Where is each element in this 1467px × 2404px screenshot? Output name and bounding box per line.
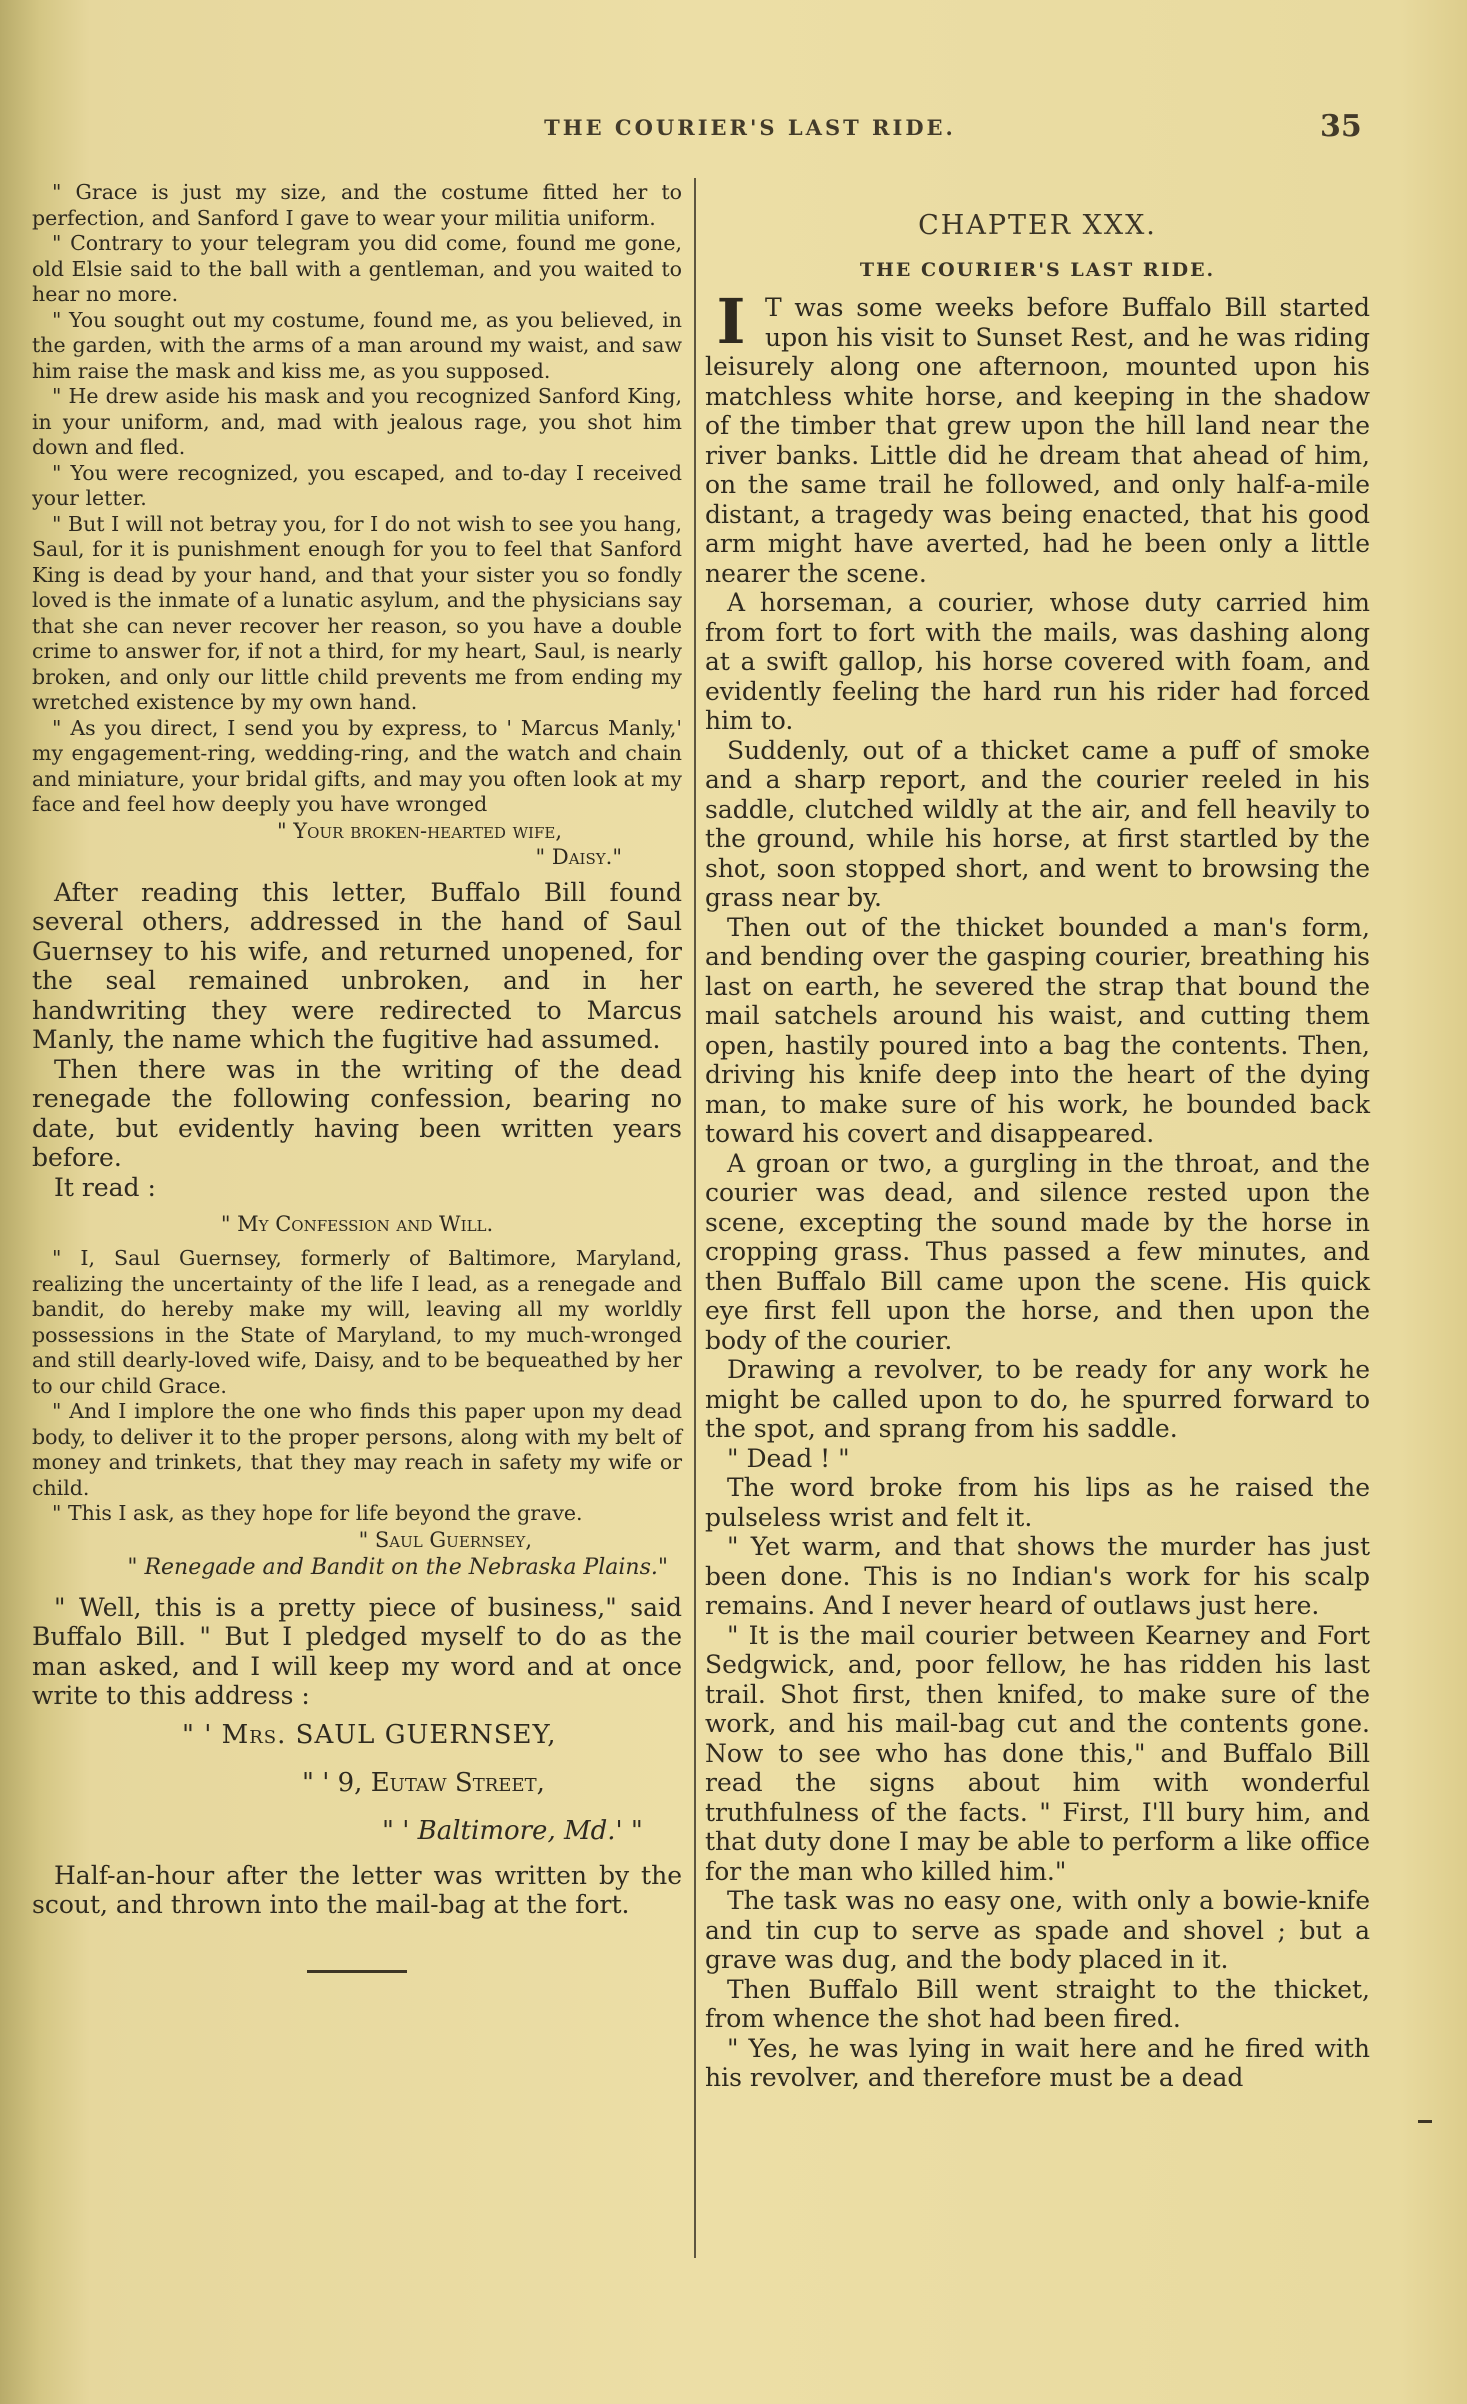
confession-signature-title: " Renegade and Bandit on the Nebraska Plains." — [127, 1554, 668, 1580]
running-title: THE COURIER'S LAST RIDE. — [544, 115, 956, 140]
narrative-paragraph: Then there was in the writing of the dead renegade the following confession, bearing no date, but evidently having been written years before. — [32, 1054, 682, 1172]
letter-paragraph: " Grace is just my size, and the costume fitted her to perfection, and Sanford I gave to wear your militia uniform. — [32, 180, 682, 230]
confession-paragraph: " I, Saul Guernsey, formerly of Baltimore, Maryland, realizing the uncertainty of the life I lead, as a renegade and bandit, do hereby make my will, leaving all my worldly possessions in the State of Maryland, to my much-wronged and still dearly-loved wife, Daisy, and to be bequeathed by her to our child Grace. — [32, 1246, 682, 1398]
narrative-paragraph: After reading this letter, Buffalo Bill found several others, addressed in the hand of Saul Guernsey to his wife, and returned unopened, for the seal remained unbroken, and in her handwriting they were redirected to Marcus Manly, the name which the fugitive had assumed. — [32, 877, 682, 1054]
confession-heading: " My Confession and Will. — [220, 1212, 494, 1236]
confession-paragraph: " This I ask, as they hope for life beyond the grave. — [52, 1501, 583, 1525]
narrative-block-2 — [32, 1593, 682, 1711]
chapter-paragraph: The task was no easy one, with only a bowie-knife and tin cup to serve as spade and shovel ; but a grave was dug, and the body placed in it. — [705, 1886, 1370, 1974]
letter-signature-name: " Daisy." — [535, 844, 622, 869]
address-line-name: " ' Mrs. SAUL GUERNSEY, — [182, 1719, 557, 1750]
page-header — [0, 109, 1467, 155]
confession-text — [32, 1246, 682, 1583]
narrative-paragraph: Half-an-hour after the letter was written by the scout, and thrown into the mail-bag at the fort. — [32, 1860, 682, 1919]
letter-paragraph: " Contrary to your telegram you did come, found me gone, old Elsie said to the ball with a gentleman, and you waited to hear no more. — [32, 231, 682, 306]
narrative-block-3 — [32, 1861, 682, 1920]
section-rule — [307, 1970, 407, 1973]
drop-cap: I — [716, 285, 746, 358]
chapter-title: THE COURIER'S LAST RIDE. — [859, 259, 1216, 281]
address-line-city: " ' Baltimore, Md.' " — [382, 1815, 643, 1846]
chapter-paragraph: A groan or two, a gurgling in the throat, and the courier was dead, and silence rested upon the scene, excepting the sound made by the horse in cropping grass. Thus passed a few minutes, and then Buffalo Bill came upon the scene. His quick eye first fell upon the horse, and then upon the body of the courier. — [705, 1148, 1370, 1355]
chapter-paragraph: A horseman, a courier, whose duty carried him from fort to fort with the mails, was dashing along at a swift gallop, his horse covered with foam, and evidently feeling the hard run his rider had forced him to. — [705, 588, 1370, 735]
chapter-paragraph: " It is the mail courier between Kearney and Fort Sedgwick, and, poor fellow, he has ridden his last trail. Shot first, then knifed, to make sure of the work, and his mail-bag cut and the contents gone. Now to see who has done this," and Buffalo Bill read the signs about him with wonderful truthfulness of the facts. " First, I'll bury him, and that duty done I may be able to perform a like office for the man who killed him." — [705, 1620, 1370, 1886]
right-column — [705, 180, 1370, 2093]
letter-text — [32, 180, 682, 870]
chapter-paragraph: The word broke from his lips as he raised the pulseless wrist and felt it. — [705, 1473, 1370, 1532]
address-line-street: " ' 9, Eutaw Street, — [302, 1767, 545, 1798]
letter-paragraph: " He drew aside his mask and you recognized Sanford King, in your uniform, and, mad with jealous rage, you shot him down and fled. — [32, 384, 682, 459]
left-column — [32, 180, 682, 1973]
chapter-paragraph: Then Buffalo Bill went straight to the thicket, from whence the shot had been fired. — [705, 1974, 1370, 2033]
narrative-paragraph: It read : — [54, 1172, 156, 1202]
letter-paragraph: " But I will not betray you, for I do not wish to see you hang, Saul, for it is punishment enough for you to feel that Sanford King is dead by your hand, and that your sister you so fondly loved is the inmate of a lunatic asylum, and the physicians say that she can never recover her reason, so you have a double crime to answer for, if not a third, for my heart, Saul, is nearly broken, and only our little child prevents me from ending my wretched existence by my own hand. — [32, 511, 682, 714]
letter-paragraph: " You sought out my costume, found me, as you believed, in the garden, with the arms of a man around my waist, and saw him raise the mask and kiss me, as you supposed. — [32, 307, 682, 383]
narrative-block-1 — [32, 878, 682, 1203]
margin-mark — [1418, 2120, 1432, 2123]
letter-paragraph: " As you direct, I send you by express, to ' Marcus Manly,' my engagement-ring, wedding-ring, and the watch and chain and miniature, your bridal gifts, and may you often look at my face and feel how deeply you have wronged — [32, 715, 682, 816]
chapter-paragraph: Drawing a revolver, to be ready for any work he might be called upon to do, he spurred forward to the spot, and sprang from his saddle. — [705, 1355, 1370, 1443]
letter-signature-line: " Your broken-hearted wife, — [276, 818, 562, 843]
column-divider — [694, 178, 696, 2258]
page-number: 35 — [1320, 109, 1362, 144]
chapter-heading: CHAPTER XXX. — [918, 210, 1157, 241]
chapter-paragraph: Then out of the thicket bounded a man's form, and bending over the gasping courier, breathing his last on earth, he severed the strap that bound the mail satchels around his waist, and cutting them open, hastily poured into a bag the contents. Then, driving his knife deep into the heart of the dying man, to make sure of his work, he bounded back toward his covert and disappeared. — [705, 912, 1370, 1148]
chapter-paragraph: " Yet warm, and that shows the murder has just been done. This is no Indian's work for his scalp remains. And I never heard of outlaws just here. — [705, 1532, 1370, 1620]
chapter-paragraph: Suddenly, out of a thicket came a puff of smoke and a sharp report, and the courier reeled in his saddle, clutched wildly at the air, and fell heavily to the ground, while his horse, at first startled by the shot, soon stopped short, and went to browsing the grass near by. — [705, 735, 1370, 912]
narrative-paragraph: " Well, this is a pretty piece of business," said Buffalo Bill. " But I pledged myself to do as the man asked, and I will keep my word and at once write to this address : — [32, 1592, 682, 1710]
letter-paragraph: " You were recognized, you escaped, and to-day I received your letter. — [32, 460, 682, 510]
chapter-text — [705, 285, 1370, 2093]
chapter-paragraph — [705, 285, 1370, 588]
chapter-paragraph: " Dead ! " — [727, 1443, 850, 1473]
confession-signature: " Saul Guernsey, — [358, 1527, 532, 1552]
chapter-paragraph: " Yes, he was lying in wait here and he fired with his revolver, and therefore must be a dead — [705, 2033, 1370, 2092]
first-paragraph-text: T was some weeks before Buffalo Bill started upon his visit to Sunset Rest, and he was riding leisurely along one afternoon, mounted upon his matchless white horse, and keeping in the shadow of the timber that grew upon the hill land near the river banks. Little did he dream that ahead of him, on the same trail he followed, and only half-a-mile distant, a tragedy was being enacted, that his good arm might have averted, had he been only a little nearer the scene. — [705, 293, 1370, 588]
confession-paragraph: " And I implore the one who finds this paper upon my dead body, to deliver it to the proper persons, along with my belt of money and trinkets, that they may reach in safety my wife or child. — [32, 1399, 682, 1500]
address-block — [32, 1711, 682, 1855]
